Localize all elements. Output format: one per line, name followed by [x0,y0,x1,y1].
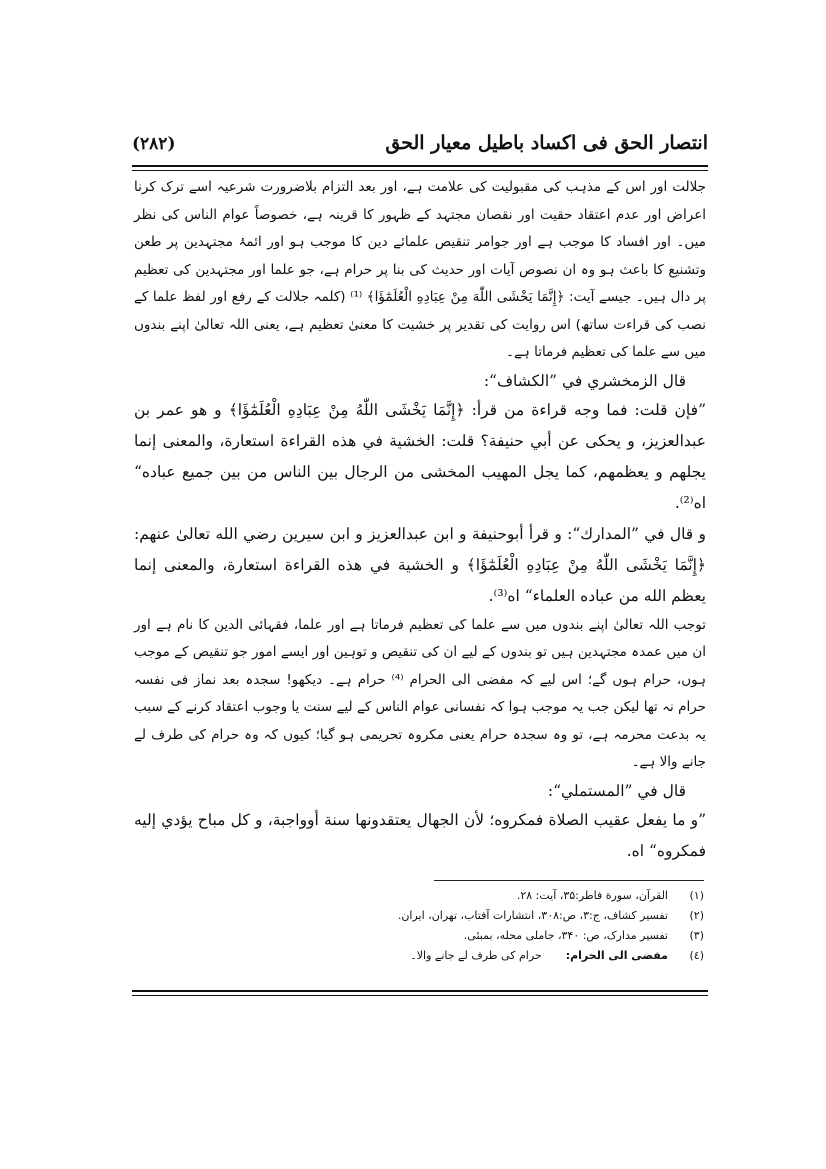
paragraph-intro: جلالت اور اس کے مذہب کی مقبولیت کی علامت ہے، اور بعد التزام بلاضرورت شرعیہ اسے ترک کرنا اعراض اور عدم اعتقاد حقیت اور نقصان مجتہد کے ظہور کا قرینہ ہے، خصوصاً عوام الناس کی نظر میں۔ اور افساد کا موجب ہے اور جوامر تنقیص علمائے دین کا موجب ہو اور ائمۂ مجتہدین پر طعن وتشنیع کا باعث ہو وہ ان نصوص آیات اور حدیث کی بنا پر حرام ہے، جو علما اور مجتہدین کی تعظیم پر دال ہیں۔ جیسے آیت: ﴿إِنَّمَا يَخْشَى اللّٰهَ مِنْ عِبَادِهِ الْعُلَمٰٓؤَا﴾ ⁽¹⁾ (کلمہ جلالت کے رفع اور لفظ علما کے نصب کی قراءت ساتھ) اس روایت کی تقدیر پر خشیت کا معنیٰ تعظیم ہے، یعنی اللہ تعالیٰ اپنے بندوں میں سے علما کی تعظیم فرماتا ہے۔ [134,179,706,360]
footnote-item [290,909,704,929]
running-title: انتصار الحق فی اکساد باطیل معیار الحق [385,132,708,154]
running-header [132,132,708,162]
footer-rule [132,990,708,996]
kashshaf-quote: ”فإن قلت: فما وجه قراءة من قرأ: ﴿إِنَّمَا يَخْشَى اللّٰهُ مِنْ عِبَادِهِ الْعُلَمٰٓؤَا﴾ و هو عمر بن عبدالعزيز، و يحكى عن أبي حنيفة؟ قلت: الخشية في هذه القراءة استعارة، والمعنى إنما يجلهم و يعظمهم، كما يجل المهيب المخشى من الرجال بين الناس من بين جميع عباده“ اه⁽²⁾. [134,400,706,512]
footnote-text: حرام کی طرف لے جانے والا۔ [410,949,542,962]
mustamli-label: قال في ”المستملي“: [547,781,686,800]
footnote-separator [434,880,704,881]
footnote-number: (٤) [689,949,704,962]
footnote-number: (۳) [689,929,704,942]
footnote-number: (۲) [689,909,704,922]
footnotes [290,889,704,969]
page-number: (۲۸۲) [132,134,176,154]
footnote-number: (۱) [689,889,704,902]
body-text [134,174,706,867]
footnote-text: تفسیر کشاف، ج:۳، ص:۳۰۸، انتشارات آفتاب، تهران، ایران. [397,909,668,922]
paragraph-conclusion: توجب اللہ تعالیٰ اپنے بندوں میں سے علما کی تعظیم فرماتا ہے اور علما، فقہائی الدین کا نام ہے اور ان میں عمدہ مجتہدین ہیں تو بندوں کے لیے ان کی تنقیص و توہین اور ایسے امور جو تنقیص کے موجب ہوں، حرام ہوں گے؛ اس لیے کہ مفضی الی الحرام ⁽⁴⁾ حرام ہے۔ دیکھو! سجدہ بعد نماز فی نفسہ حرام نہ تھا لیکن جب یہ موجب ہوا کہ نفسانی عوام الناس کے لیے سنت یا وجوب اعتقاد کرنے کے سبب یہ بدعت محرمہ ہے، تو وہ سجدہ حرام یعنی مکروہ تحریمی ہو گیا؛ کیوں کہ وہ حرام کی طرف لے جانے والا ہے۔ [134,616,707,770]
mustamli-quote: ”و ما يفعل عقيب الصلاة فمكروه؛ لأن الجهال يعتقدونها سنة أوواجبة، و كل مباح يؤدي إليه فمكروه“ اه. [134,810,706,860]
madarik-quote: و قال في ”المدارك“: و قرأ أبوحنيفة و ابن عبدالعزيز و ابن سيرين رضي الله تعالىٰ عنهم: ﴿إِنَّمَا يَخْشَى اللّٰهُ مِنْ عِبَادِهِ الْعُلَمٰٓؤَا﴾ و الخشية في هذه القراءة استعارة، والمعنى إنما يعظم الله من عباده العلماء“ اه⁽³⁾. [134,524,706,605]
footnote-item [290,889,704,909]
zamakhshari-label: قال الزمخشري في ”الكشاف“: [483,371,686,390]
footnote-label: مفضی الی الحرام: [565,949,668,962]
footnote-text: تفسیر مدارک، ص: ۳۴۰، جاملی محله، بمبئی. [463,929,668,942]
footnote-text: القرآن، سورة فاطر:۳۵، آیت: ۲۸. [516,889,668,902]
footnote-item [290,949,704,969]
footnote-item [290,929,704,949]
header-rule [132,165,708,171]
